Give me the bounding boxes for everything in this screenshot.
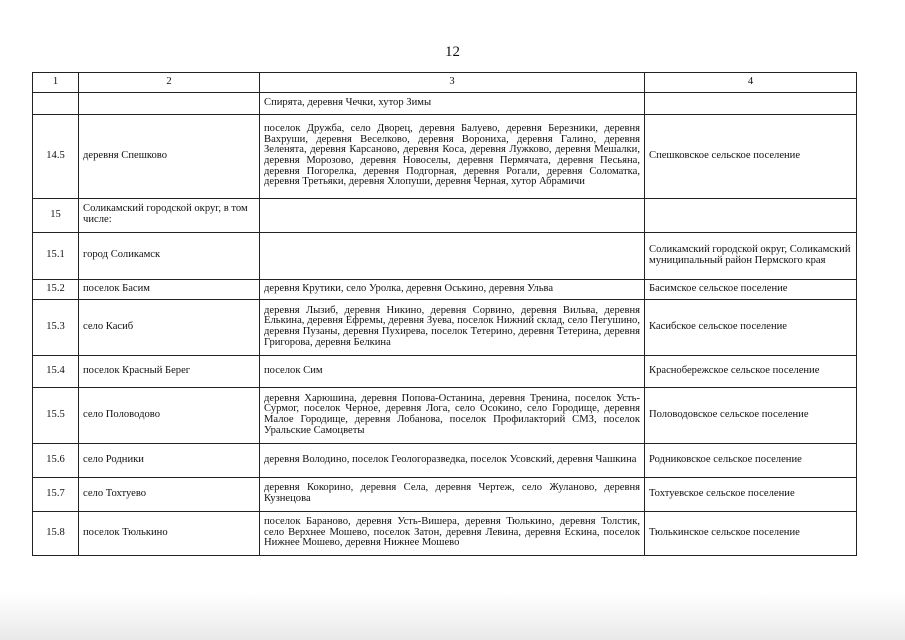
header-cell-4: 4 [645,73,857,93]
row-center-name: село Касиб [79,300,260,356]
row-municipality: Родниковское сельское поселение [645,444,857,478]
row-center-name: город Соликамск [79,233,260,280]
table-row [33,478,857,512]
header-cell-3: 3 [260,73,645,93]
row-center-name: поселок Тюлькино [79,512,260,556]
header-cell-2: 2 [79,73,260,93]
table-header-row [33,73,857,93]
row-settlements: деревня Кокорино, деревня Села, деревня Чертеж, село Жуланово, деревня Кузнецова [260,478,645,512]
page-number: 12 [445,44,460,60]
row-settlements: деревня Лызиб, деревня Никино, деревня Сорвино, деревня Вильва, деревня Елькина, деревня Ефремы, деревня Зуева, поселок Нижний склад, село Пегушино, деревня Пузаны, деревня Пухирева, поселок Тетерино, деревня Тетерина, деревня Григорова, деревня Белкина [260,300,645,356]
row-number: 15.8 [33,512,79,556]
row-number: 15.2 [33,280,79,300]
table-row [33,115,857,199]
settlements-table [32,72,857,556]
row-municipality: Тюлькинское сельское поселение [645,512,857,556]
row-center-name: село Тохтуево [79,478,260,512]
row-settlements: деревня Володино, поселок Геологоразведка, поселок Усовский, деревня Чашкина [260,444,645,478]
table-row [33,444,857,478]
row-center-name: Соликамский городской округ, в том числе: [79,199,260,233]
table-row [33,199,857,233]
row-number: 15.7 [33,478,79,512]
row-number: 15.6 [33,444,79,478]
row-settlements: поселок Сим [260,356,645,388]
row-number: 14.5 [33,115,79,199]
row-municipality: Спешковское сельское поселение [645,115,857,199]
row-center-name: поселок Красный Берег [79,356,260,388]
row-municipality [645,93,857,115]
row-settlements: деревня Харюшина, деревня Попова-Останина, деревня Тренина, поселок Усть-Сурмог, поселок Черное, деревня Лога, село Осокино, село Городище, деревня Малое Городище, деревня Лобанова, поселок Профилакторий СМЗ, поселок Уральские Самоцветы [260,388,645,444]
table-row [33,300,857,356]
row-settlements [260,233,645,280]
table-row [33,233,857,280]
row-center-name: поселок Басим [79,280,260,300]
row-number: 15.1 [33,233,79,280]
row-number [33,93,79,115]
row-municipality: Половодовское сельское поселение [645,388,857,444]
row-center-name: деревня Спешково [79,115,260,199]
row-municipality: Краснобережское сельское поселение [645,356,857,388]
row-municipality [645,199,857,233]
table-row [33,388,857,444]
row-municipality: Соликамский городской округ, Соликамский муниципальный район Пермского края [645,233,857,280]
row-settlements: поселок Бараново, деревня Усть-Вишера, деревня Тюлькино, деревня Толстик, село Верхнее Мошево, поселок Затон, деревня Левина, деревня Ескина, поселок Нижнее Мошево, деревня Нижнее Мошево [260,512,645,556]
row-number: 15 [33,199,79,233]
row-number: 15.5 [33,388,79,444]
table-row [33,280,857,300]
table-row [33,356,857,388]
row-center-name: село Половодово [79,388,260,444]
row-municipality: Касибское сельское поселение [645,300,857,356]
row-settlements: деревня Крутики, село Уролка, деревня Оськино, деревня Ульва [260,280,645,300]
table-row [33,512,857,556]
row-center-name: село Родники [79,444,260,478]
header-cell-1: 1 [33,73,79,93]
row-number: 15.4 [33,356,79,388]
scan-bottom-shade [0,592,905,640]
row-settlements: поселок Дружба, село Дворец, деревня Балуево, деревня Березники, деревня Вахруши, деревня Веселково, деревня Ворониха, деревня Галино, деревня Зеленята, деревня Карсаново, деревня Коса, деревня Лужково, деревня Мешалки, деревня Морозово, деревня Новоселы, деревня Пермячата, деревня Песьяна, деревня Погорелка, деревня Подгорная, деревня Рогали, деревня Соломатка, деревня Третьяки, деревня Хлопуши, деревня Черная, хутор Абрамичи [260,115,645,199]
row-number: 15.3 [33,300,79,356]
row-municipality: Басимское сельское поселение [645,280,857,300]
table-row [33,93,857,115]
row-center-name [79,93,260,115]
row-settlements [260,199,645,233]
row-settlements: Спирята, деревня Чечки, хутор Зимы [260,93,645,115]
row-municipality: Тохтуевское сельское поселение [645,478,857,512]
